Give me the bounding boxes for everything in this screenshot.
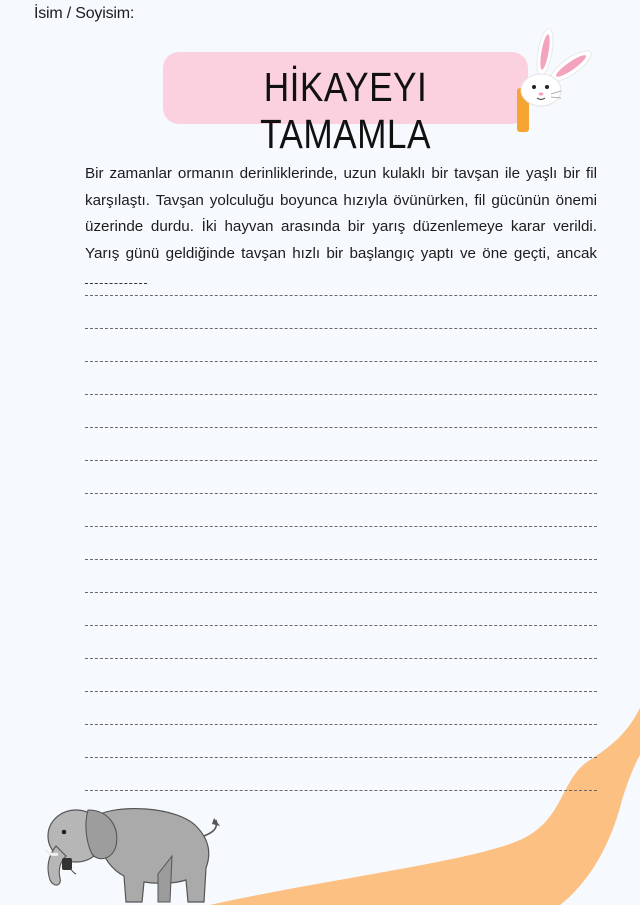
writing-line[interactable] <box>85 460 597 461</box>
writing-line[interactable] <box>85 691 597 692</box>
writing-line[interactable] <box>85 295 597 296</box>
writing-line[interactable] <box>85 757 597 758</box>
writing-line[interactable] <box>85 328 597 329</box>
writing-line[interactable] <box>85 790 597 791</box>
writing-line[interactable] <box>85 493 597 494</box>
writing-line[interactable] <box>85 592 597 593</box>
page-title: HİKAYEYI TAMAMLA <box>260 64 431 157</box>
story-continuation-blank[interactable] <box>85 269 147 284</box>
writing-line[interactable] <box>85 658 597 659</box>
writing-line[interactable] <box>85 526 597 527</box>
elephant-icon <box>36 796 226 905</box>
writing-line[interactable] <box>85 625 597 626</box>
bunny-icon <box>505 28 595 134</box>
story-paragraph <box>85 161 597 294</box>
writing-line[interactable] <box>85 427 597 428</box>
story-text: Bir zamanlar ormanın derinliklerinde, uzun kulaklı bir tavşan ile yaşlı bir fil karşılaştı. Tavşan yolculuğu boyunca hızıyla övünürken, fil gücünün önemi üzerinde durdu. İki hayvan arasında bir yarış düzenlemeye karar verildi. Yarış günü geldiğinde tavşan hızlı bir başlangıç yaptı ve öne geçti, ancak <box>85 165 597 262</box>
writing-line[interactable] <box>85 394 597 395</box>
writing-line[interactable] <box>85 559 597 560</box>
writing-line[interactable] <box>85 361 597 362</box>
writing-line[interactable] <box>85 724 597 725</box>
name-field-label: İsim / Soyisim: <box>34 5 135 22</box>
title-banner <box>163 52 528 157</box>
